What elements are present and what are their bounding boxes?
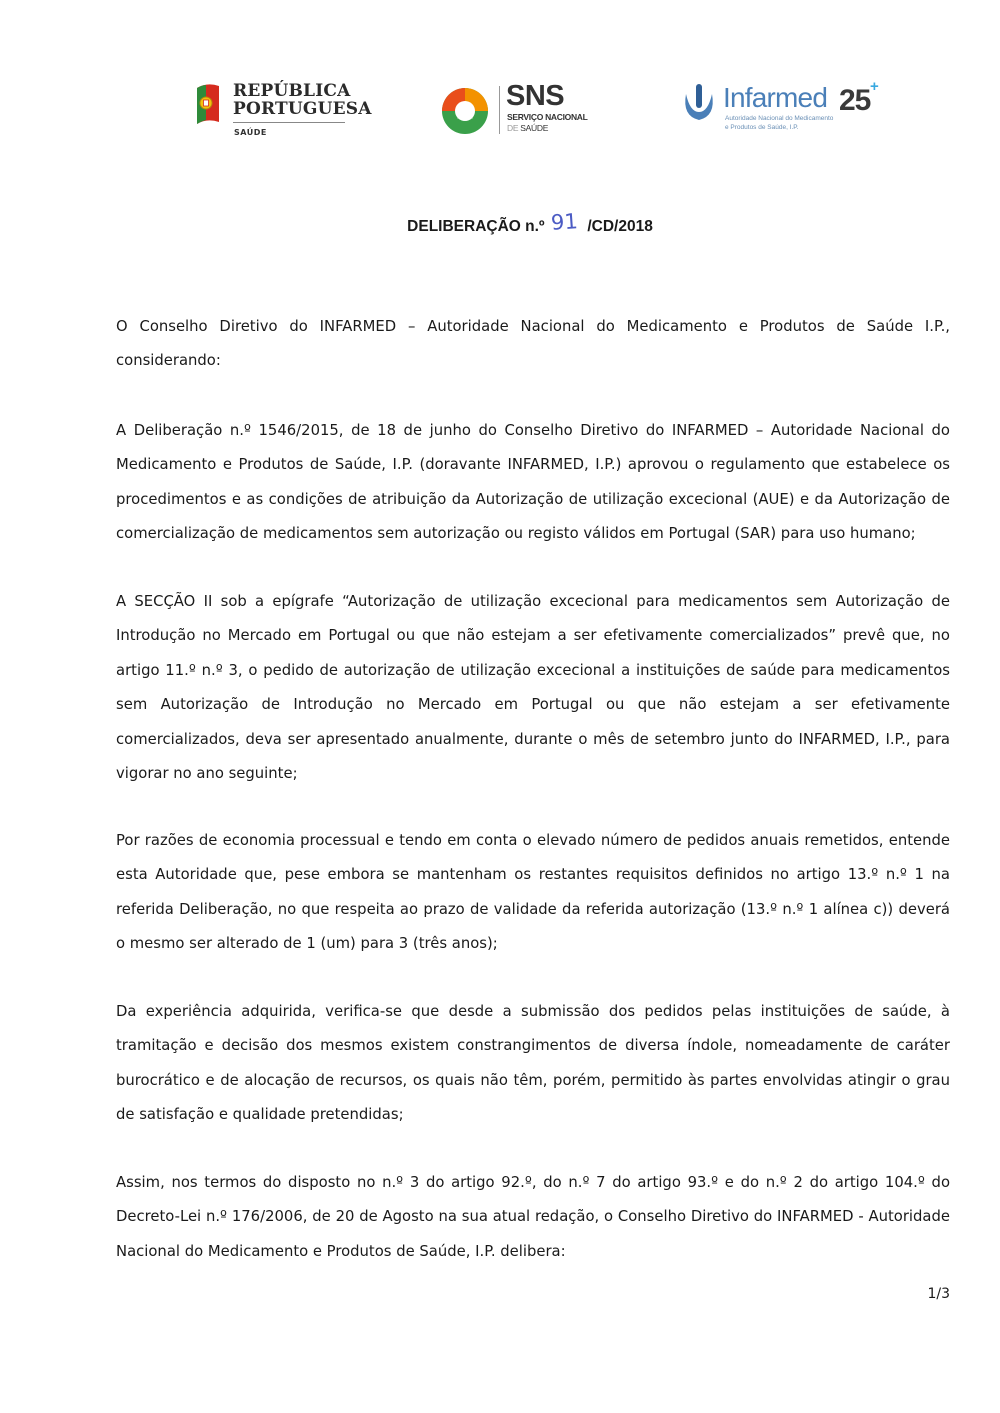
page-number: 1/3 bbox=[927, 1286, 950, 1302]
sns-subtitle-1: SERVIÇO NACIONAL bbox=[507, 112, 588, 122]
republica-name bbox=[233, 82, 372, 118]
paragraph-delibera: Assim, nos termos do disposto no n.º 3 do artigo 92.º, do n.º 7 do artigo 93.º e do n.º 2 do artigo 104.º do Decreto-Lei n.º 176/2006, de 20 de Agosto na sua atual redação, o Conselho Diretivo do INFARMED - Autoridade Nacional do Medicamento e Produtos de Saúde, I.P. delibera: bbox=[116, 1174, 950, 1260]
paragraph-intro: O Conselho Diretivo do INFARMED – Autoridade Nacional do Medicamento e Produtos de Saúde I.P., considerando: bbox=[116, 318, 950, 370]
infarmed-subtitle-1: Autoridade Nacional do Medicamento bbox=[725, 115, 834, 122]
republica-divider bbox=[233, 122, 345, 123]
infarmed-logo bbox=[680, 78, 890, 142]
republica-portuguesa-logo bbox=[193, 80, 372, 142]
sns-emblem-icon bbox=[440, 86, 490, 136]
sns-subtitle-2-dark: SAÚDE bbox=[520, 123, 549, 133]
paragraph-deliberation-1546: A Deliberação n.º 1546/2015, de 18 de junho do Conselho Diretivo do INFARMED – Autoridade Nacional do Medicamento e Produtos de Saúde, I.P. (doravante INFARMED, I.P.) aprovou o regulamento que estabelece os procedimentos e as condições de atribuição da Autorização de utilização excecional (AUE) e da Autorização de comercialização de medicamentos sem autorização ou registo válidos em Portugal (SAR) para uso humano; bbox=[116, 422, 950, 543]
sns-logo bbox=[440, 82, 600, 142]
republica-line-2: PORTUGUESA bbox=[233, 99, 372, 119]
infarmed-name: Infarmed bbox=[723, 82, 828, 113]
sns-subtitle-2 bbox=[507, 123, 548, 133]
sns-divider bbox=[499, 86, 500, 134]
paragraph-seccao-ii: A SECÇÃO II sob a epígrafe “Autorização de utilização excecional para medicamentos sem Autorização de Introdução no Mercado em Portugal ou que não estejam a ser efetivamente comercializados” prevê que, no artigo 11.º n.º 3, o pedido de autorização de utilização excecional a instituições de saúde para medicamentos sem Autorização de Introdução no Mercado em Portugal ou que não estejam a ser efetivamente comercializados, deva ser apresentado anualmente, durante o mês de setembro junto do INFARMED, I.P., para vigorar no ano seguinte; bbox=[116, 593, 950, 783]
infarmed-anniversary: 25 bbox=[839, 84, 871, 117]
title-suffix: /CD/2018 bbox=[587, 218, 653, 235]
republica-ministry: SAÚDE bbox=[234, 128, 267, 137]
republica-line-1: REPÚBLICA bbox=[233, 81, 351, 101]
infarmed-emblem-icon bbox=[680, 82, 718, 122]
sns-title: SNS bbox=[506, 80, 565, 112]
paragraph-economia-processual: Por razões de economia processual e tendo em conta o elevado número de pedidos anuais remetidos, entende esta Autoridade que, pese embora se mantenham os restantes requisitos definidos no artigo 13.º n.º 1 na referida Deliberação, no que respeita ao prazo de validade da referida autorização (13.º n.º 1 alínea c)) deverá o mesmo ser alterado de 1 (um) para 3 (três anos); bbox=[116, 832, 950, 953]
infarmed-subtitle-2: e Produtos de Saúde, I.P. bbox=[725, 124, 799, 131]
title-prefix: DELIBERAÇÃO n.º bbox=[407, 218, 545, 235]
sns-subtitle-2-light: DE bbox=[507, 123, 519, 133]
paragraph-experiencia: Da experiência adquirida, verifica-se que desde a submissão dos pedidos pelas instituições de saúde, à tramitação e decisão dos mesmos existem constrangimentos de diversa índole, nomeadamente de caráter burocrático e de alocação de recursos, os quais não têm, porém, permitido às partes envolvidas atingir o grau de satisfação e qualidade pretendidas; bbox=[116, 1003, 950, 1124]
infarmed-plus: + bbox=[870, 78, 879, 95]
portugal-flag-icon bbox=[193, 82, 225, 128]
deliberation-title bbox=[0, 209, 1000, 236]
handwritten-number: 91 bbox=[549, 209, 579, 235]
